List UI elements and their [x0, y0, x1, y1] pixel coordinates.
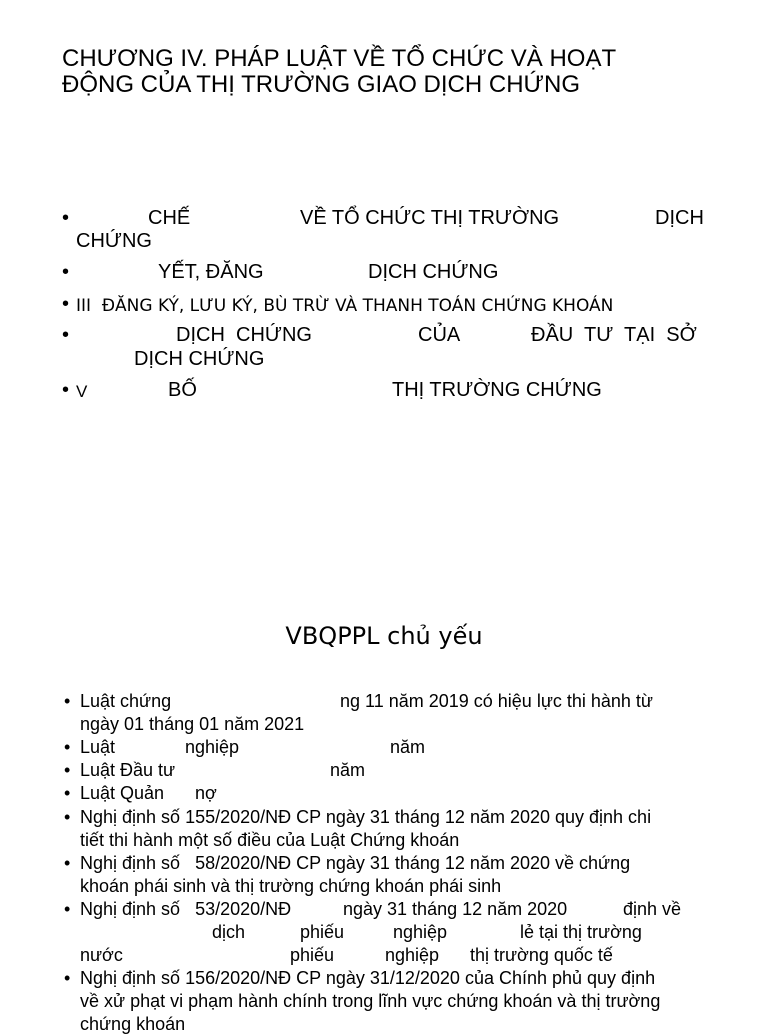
bullet-icon: • [64, 853, 71, 873]
list-item-text: Luật chứng [80, 691, 172, 711]
list-item-text: VỀ TỔ CHỨC THỊ TRƯỜNG [300, 207, 560, 229]
bullet-icon: • [64, 968, 71, 988]
chapter-title-line-2: ĐỘNG CỦA THỊ TRƯỜNG GIAO DỊCH CHỨNG [62, 71, 581, 98]
list-item-text: Luật Đầu tư [80, 760, 176, 780]
list-item-text: định về [623, 899, 682, 919]
bullet-icon: • [64, 807, 71, 827]
list-item-text: nghiệp [185, 737, 240, 757]
list-item-text: V [76, 382, 88, 401]
list-item-text: về xử phạt vi phạm hành chính trong lĩnh vực chứng khoán và thị trường [80, 991, 661, 1011]
list-item-text: nợ [195, 783, 217, 803]
list-item-text: nghiệp [393, 922, 448, 942]
list-item-text: YẾT, ĐĂNG [158, 261, 264, 283]
list-item-text: CHẾ [148, 207, 191, 229]
bullet-icon: • [62, 261, 70, 283]
bullet-icon: • [62, 293, 70, 315]
list-item-text: thị trường quốc tế [470, 945, 613, 965]
bullet-icon: • [64, 737, 71, 757]
list-item-text: Luật [80, 737, 116, 757]
list-item-text: DỊCH CHỨNG [134, 348, 265, 370]
bullet-icon: • [62, 324, 70, 346]
list-item-text: DỊCH CHỨNG [176, 324, 312, 346]
list-item-text: nghiệp [385, 945, 440, 965]
list-item-text: Nghị định số 58/2020/NĐ CP ngày 31 tháng 12 năm 2020 về chứng [80, 853, 631, 873]
list-item-text: Nghị định số 53/2020/NĐ [80, 899, 292, 919]
bullet-icon: • [64, 760, 71, 780]
list-item-text: phiếu [300, 922, 345, 942]
bullet-icon: • [64, 783, 71, 803]
list-item-text: THỊ TRƯỜNG CHỨNG [392, 379, 602, 401]
bullet-icon: • [62, 207, 70, 229]
list-item-text: lẻ tại thị trường [520, 922, 642, 942]
list-item-text: CỦA [418, 324, 461, 346]
bullet-icon: • [64, 691, 71, 711]
list-item-text: CHỨNG [76, 230, 152, 252]
list-item-text: ĐẦU TƯ TẠI SỞ [531, 324, 697, 346]
bullet-icon: • [62, 379, 70, 401]
list-item-text: Nghị định số 155/2020/NĐ CP ngày 31 tháng 12 năm 2020 quy định chi [80, 807, 652, 827]
list-item-text: nước [80, 945, 123, 965]
list-item-text: DỊCH CHỨNG [368, 261, 499, 283]
slide-title: VBQPPL chủ yếu [285, 622, 483, 650]
list-item-text: khoán phái sinh và thị trường chứng khoán phái sinh [80, 876, 502, 896]
list-item-text: ngày 01 tháng 01 năm 2021 [80, 714, 305, 734]
list-item-text: phiếu [290, 945, 335, 965]
list-item-text: III ĐĂNG KÝ, LƯU KÝ, BÙ TRỪ VÀ THANH TOÁN CHỨNG KHOÁN [76, 296, 614, 316]
list-item-text: năm [330, 760, 366, 780]
list-item-text: ngày 31 tháng 12 năm 2020 [343, 899, 568, 919]
list-item-text: ng 11 năm 2019 có hiệu lực thi hành từ [340, 691, 653, 711]
list-item-text: dịch [212, 922, 246, 942]
list-item-text: tiết thi hành một số điều của Luật Chứng khoán [80, 830, 460, 850]
list-item-text: Luật Quản [80, 783, 165, 803]
list-item-text: BỐ [168, 379, 197, 401]
bullet-icon: • [64, 899, 71, 919]
list-item-text: năm [390, 737, 426, 757]
list-item-text: Nghị định số 156/2020/NĐ CP ngày 31/12/2020 của Chính phủ quy định [80, 968, 656, 988]
chapter-title-line-1: CHƯƠNG IV. PHÁP LUẬT VỀ TỔ CHỨC VÀ HOẠT [62, 45, 617, 72]
list-item-text: DỊCH [655, 207, 704, 229]
list-item-text: chứng khoán [80, 1014, 186, 1034]
